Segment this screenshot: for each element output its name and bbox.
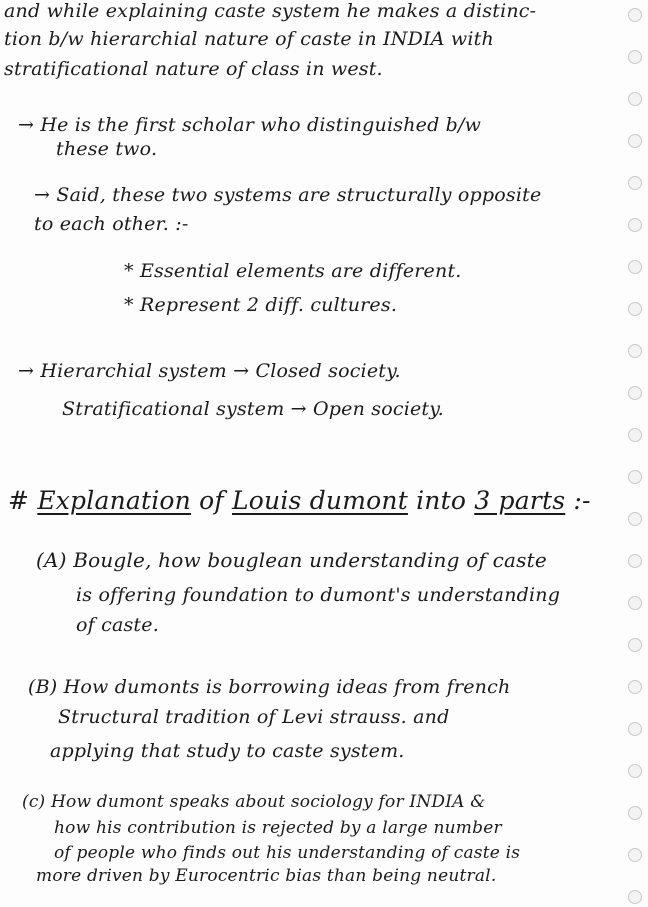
heading-3-parts: 3 parts xyxy=(474,486,566,515)
partC-line2: how his contribution is rejected by a large number xyxy=(54,818,502,838)
binder-hole xyxy=(628,596,642,610)
point1-line1: → He is the first scholar who distinguished b/w xyxy=(18,114,482,136)
binder-hole xyxy=(628,428,642,442)
heading-hash: # xyxy=(8,486,30,515)
heading-into: into xyxy=(416,486,467,515)
partC-line4: more driven by Eurocentric bias than being neutral. xyxy=(36,866,497,886)
binder-holes xyxy=(624,0,646,907)
binder-hole xyxy=(628,512,642,526)
binder-hole xyxy=(628,806,642,820)
binder-hole xyxy=(628,134,642,148)
point2-line2: to each other. :- xyxy=(34,213,189,235)
binder-hole xyxy=(628,50,642,64)
partB-line3: applying that study to caste system. xyxy=(50,740,405,762)
point1-line2: these two. xyxy=(56,138,158,160)
partC-line1: (c) How dumont speaks about sociology for INDIA & xyxy=(22,792,486,812)
systems-row2: Stratificational system → Open society. xyxy=(62,398,444,420)
para1-line3: stratificational nature of class in west. xyxy=(4,58,383,80)
partB-line1: (B) How dumonts is borrowing ideas from french xyxy=(28,676,511,698)
heading-louis-dumont: Louis dumont xyxy=(232,486,408,515)
binder-hole xyxy=(628,8,642,22)
binder-hole xyxy=(628,680,642,694)
bullet-item: * Represent 2 diff. cultures. xyxy=(124,294,398,316)
partA-line1: (A) Bougle, how bouglean understanding of caste xyxy=(36,548,547,572)
partA-line2: is offering foundation to dumont's understanding xyxy=(76,584,561,606)
binder-hole xyxy=(628,470,642,484)
heading-explanation: Explanation xyxy=(37,486,191,515)
binder-hole xyxy=(628,764,642,778)
heading-of: of xyxy=(199,486,224,515)
point2-line1: → Said, these two systems are structurally opposite xyxy=(34,184,542,206)
partB-line2: Structural tradition of Levi strauss. and xyxy=(58,706,450,728)
section-heading xyxy=(8,486,591,515)
partC-line3: of people who finds out his understanding of caste is xyxy=(54,843,521,863)
binder-hole xyxy=(628,302,642,316)
binder-hole xyxy=(628,386,642,400)
binder-hole xyxy=(628,554,642,568)
binder-hole xyxy=(628,176,642,190)
binder-hole xyxy=(628,260,642,274)
binder-hole xyxy=(628,92,642,106)
binder-hole xyxy=(628,638,642,652)
systems-row1: → Hierarchial system → Closed society. xyxy=(18,360,401,382)
partA-line3: of caste. xyxy=(76,614,159,636)
binder-hole xyxy=(628,890,642,904)
binder-hole xyxy=(628,848,642,862)
binder-hole xyxy=(628,218,642,232)
binder-hole xyxy=(628,344,642,358)
bullet-item: * Essential elements are different. xyxy=(124,260,462,282)
heading-suffix: :- xyxy=(573,486,591,515)
para1-line2: tion b/w hierarchial nature of caste in INDIA with xyxy=(4,28,494,50)
binder-hole xyxy=(628,722,642,736)
para1-line1: and while explaining caste system he makes a distinc- xyxy=(4,0,537,22)
